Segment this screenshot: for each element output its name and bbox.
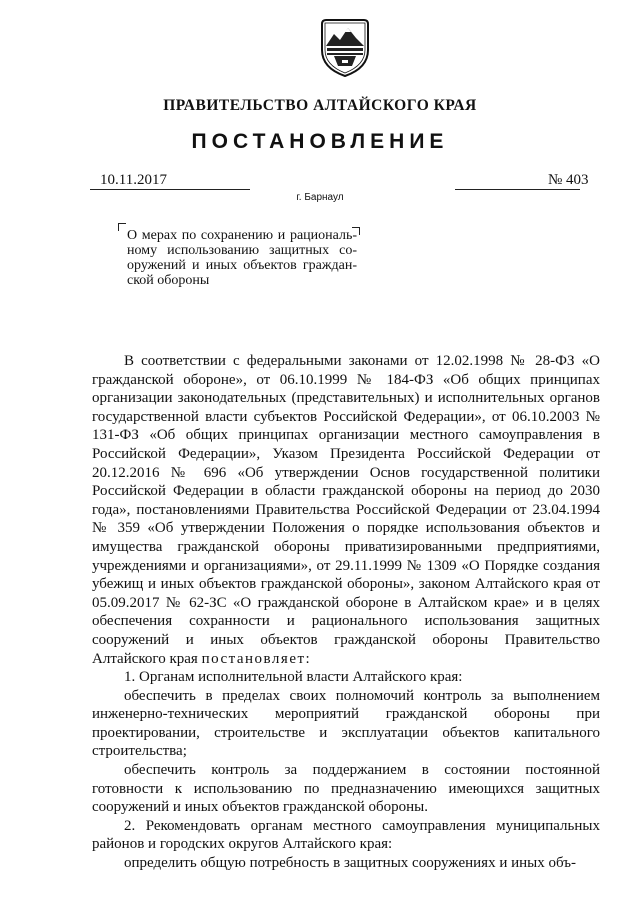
number-underline [455,189,580,190]
item-1-subparagraph-2: обеспечить контроль за поддержанием в состоянии постоянной готовности к использованию по предназначению имеющихся защитных сооружений и иных объектов гражданской обороны. [92,762,600,816]
item-2-paragraph: 2. Рекомендовать органам местного самоуправления муниципальных районов и городских округов Алтайского края: [92,817,600,853]
preamble-paragraph [92,352,600,668]
decree-word: постановляет: [201,650,312,667]
item-2-subparagraph-1: определить общую потребность в защитных сооружениях и иных объ- [124,855,576,872]
document-date: 10.11.2017 [100,172,167,188]
city: г. Барнаул [296,192,344,203]
item-1-paragraph: 1. Органам исполнительной власти Алтайского края: [124,669,463,686]
document-subject: О мерах по сохранению и рациональ-ному использованию защитных со-оружений и иных объектов граждан-ской обороны [127,228,357,288]
document-type: ПОСТАНОВЛЕНИЕ [191,130,449,153]
preamble-text: В соответствии с федеральными законами от 12.02.1998 № 28-ФЗ «О гражданской обороне», от 06.10.1999 № 184-ФЗ «Об общих принципах организации законодательных (представительных) и исполнительных органов государственной власти субъектов Российской Федерации», от 06.10.2003 № 131-ФЗ «Об общих принципах организации местного самоуправления в Российской Федерации», Указом Президента Российской Федерации от 20.12.2016 № 696 «Об утверждении Основ государственной политики Российской Федерации в области гражданской обороны на период до 2030 года», постановлениями Правительства Российской Федерации от 23.04.1994 № 359 «Об утверждении Положения о порядке использования объектов и имущества гражданской обороны приватизированными предприятиями, учреждениями и организациями», от 29.11.1999 № 1309 «О Порядке создания убежищ и иных объектов гражданской обороны», законом Алтайского края от 05.09.2017 № 62-ЗС «О гражданской обороне в Алтайском крае» и в целях обеспечения сохранности и рационального использования защитных сооружений и иных объектов гражданской обороны Правительство Алтайского края [92,353,600,667]
document-body [92,352,600,873]
altai-coat-of-arms-icon [316,16,374,78]
subject-corner-left [118,223,126,231]
date-underline [90,189,250,190]
item-1-subparagraph-1: обеспечить в пределах своих полномочий контроль за выполнением инженерно-технических мероприятий гражданской обороны при проектировании, строительстве и эксплуатации объектов капитального строительства; [92,687,600,760]
government-name: ПРАВИТЕЛЬСТВО АЛТАЙСКОГО КРАЯ [163,97,477,114]
document-number: № 403 [548,172,589,188]
